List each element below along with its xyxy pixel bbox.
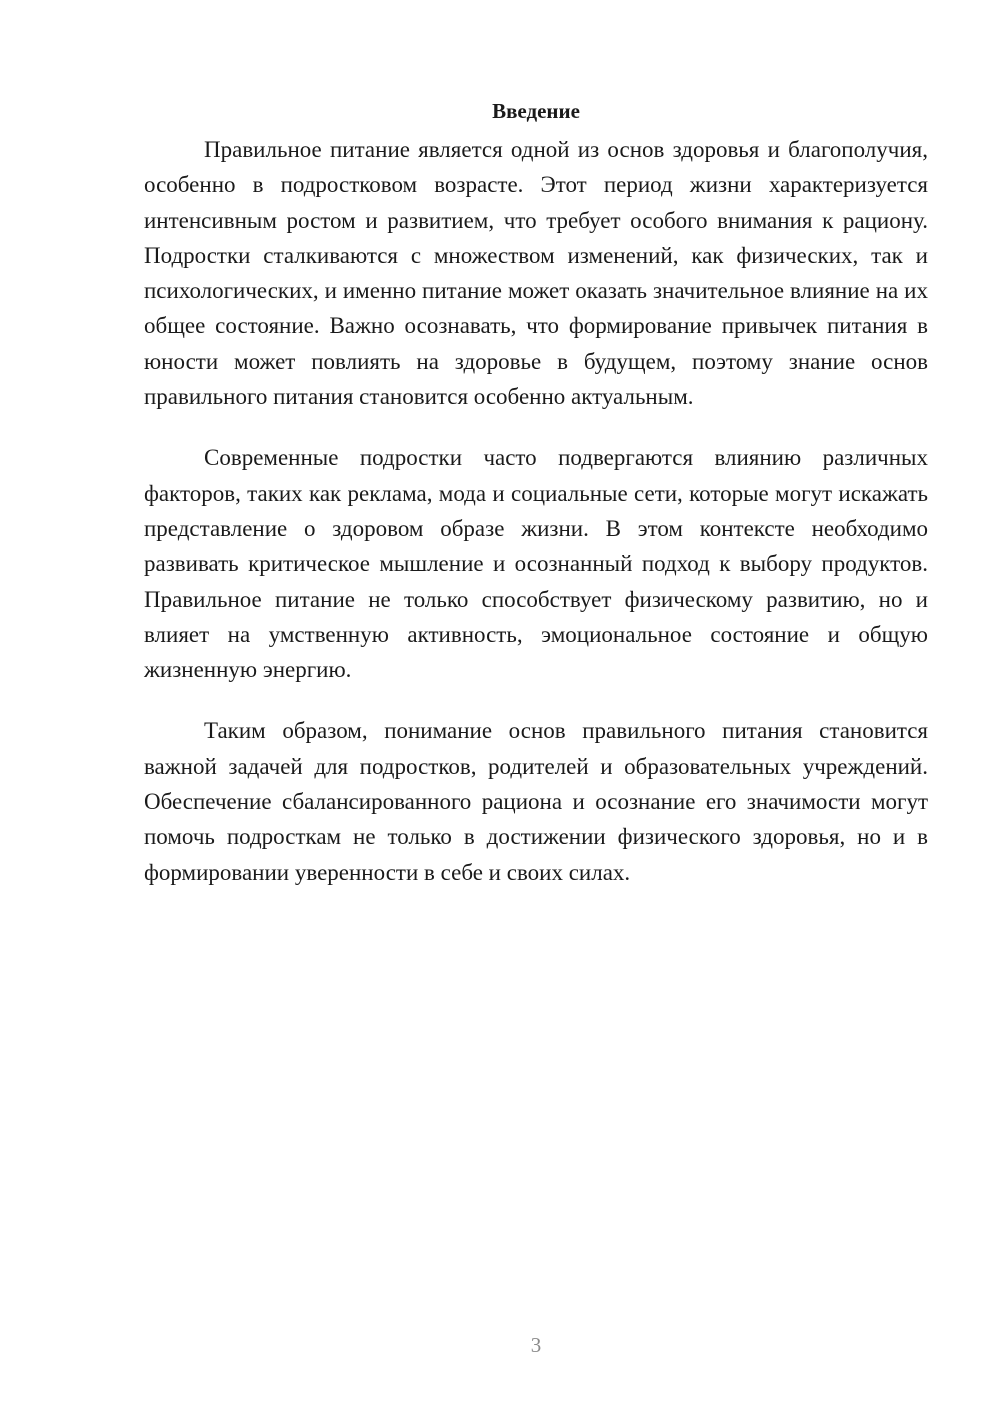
page-number: 3 bbox=[530, 1333, 542, 1357]
paragraph-1: Правильное питание является одной из основ здоровья и благополучия, особенно в подростковом возрасте. Этот период жизни характеризуется интенсивным ростом и развитием, что требует особого внимания к рациону. Подростки сталкиваются с множеством изменений, как физических, так и психологических, и именно питание может оказать значительное влияние на их общее состояние. Важно осознавать, что формирование привычек питания в юности может повлиять на здоровье в будущем, поэтому знание основ правильного питания становится особенно актуальным. bbox=[144, 137, 928, 410]
page-content bbox=[144, 96, 928, 890]
paragraph-3: Таким образом, понимание основ правильного питания становится важной задачей для подростков, родителей и образовательных учреждений. Обеспечение сбалансированного рациона и осознание его значимости могут помочь подросткам не только в достижении физического здоровья, но и в формировании уверенности в себе и своих силах. bbox=[144, 718, 928, 885]
paragraph-2: Современные подростки часто подвергаются влиянию различных факторов, таких как реклама, мода и социальные сети, которые могут искажать представление о здоровом образе жизни. В этом контексте необходимо развивать критическое мышление и осознанный подход к выбору продуктов. Правильное питание не только способствует физическому развитию, но и влияет на умственную активность, эмоциональное состояние и общую жизненную энергию. bbox=[144, 445, 928, 683]
section-heading: Введение bbox=[492, 99, 580, 123]
